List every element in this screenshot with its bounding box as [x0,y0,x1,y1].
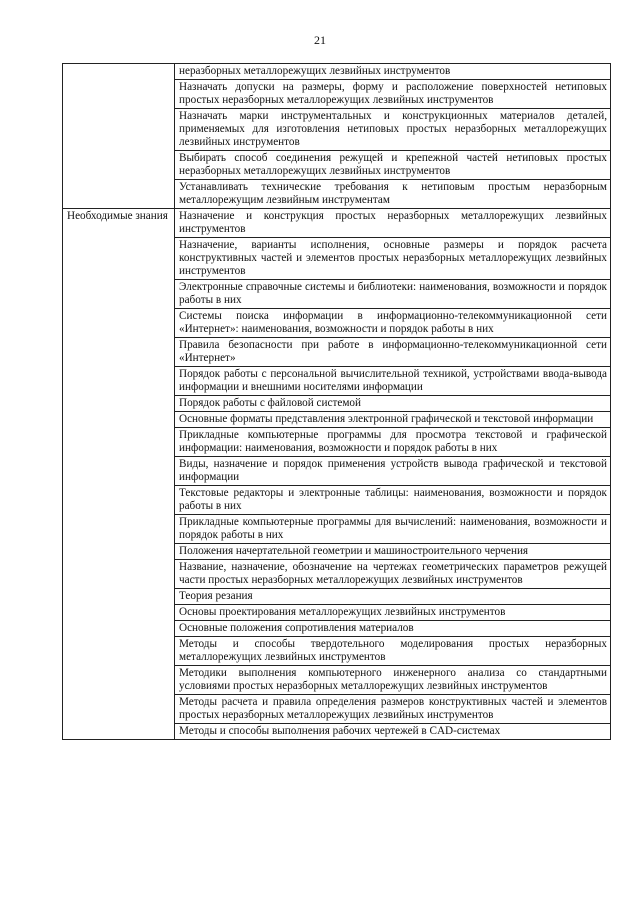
knowledge-cell: Назначение и конструкция простых неразборных металлорежущих лезвийных инструментов [175,209,611,238]
knowledge-cell: Название, назначение, обозначение на чертежах геометрических параметров режущей части простых неразборных металлорежущих лезвийных инструментов [175,560,611,589]
knowledge-cell: Текстовые редакторы и электронные таблицы: наименования, возможности и порядок работы в них [175,486,611,515]
knowledge-cell: Основные положения сопротивления материалов [175,621,611,637]
knowledge-cell: Методы расчета и правила определения размеров конструктивных частей и элементов простых неразборных металлорежущих лезвийных инструментов [175,695,611,724]
knowledge-cell: Методы и способы выполнения рабочих чертежей в CAD-системах [175,724,611,740]
skill-cell: Устанавливать технические требования к нетиповым простым неразборным металлорежущим лезвийным инструментам [175,180,611,209]
knowledge-label: Необходимые знания [63,209,175,740]
knowledge-cell: Правила безопасности при работе в информационно-телекоммуникационной сети «Интернет» [175,338,611,367]
skills-label-cell [63,64,175,209]
skill-cell: Выбирать способ соединения режущей и крепежной частей нетиповых простых неразборных металлорежущих лезвийных инструментов [175,151,611,180]
knowledge-cell: Методики выполнения компьютерного инженерного анализа со стандартными условиями простых неразборных металлорежущих лезвийных инструментов [175,666,611,695]
knowledge-cell: Виды, назначение и порядок применения устройств вывода графической и текстовой информации [175,457,611,486]
knowledge-cell: Прикладные компьютерные программы для вычислений: наименования, возможности и порядок работы в них [175,515,611,544]
knowledge-cell: Системы поиска информации в информационно-телекоммуникационной сети «Интернет»: наименования, возможности и порядок работы в них [175,309,611,338]
requirements-table [62,63,611,740]
table-row [63,209,611,238]
knowledge-cell: Порядок работы с файловой системой [175,396,611,412]
skill-cell: Назначать допуски на размеры, форму и расположение поверхностей нетиповых простых неразборных металлорежущих лезвийных инструментов [175,80,611,109]
knowledge-cell: Порядок работы с персональной вычислительной техникой, устройствами ввода-вывода информации и внешними носителями информации [175,367,611,396]
knowledge-cell: Назначение, варианты исполнения, основные размеры и порядок расчета конструктивных частей и элементов простых неразборных металлорежущих лезвийных инструментов [175,238,611,280]
knowledge-cell: Прикладные компьютерные программы для просмотра текстовой и графической информации: наименования, возможности и порядок работы в них [175,428,611,457]
knowledge-cell: Основные форматы представления электронной графической и текстовой информации [175,412,611,428]
skill-cell: неразборных металлорежущих лезвийных инструментов [175,64,611,80]
knowledge-cell: Положения начертательной геометрии и машиностроительного черчения [175,544,611,560]
knowledge-cell: Теория резания [175,589,611,605]
skill-cell: Назначать марки инструментальных и конструкционных материалов деталей, применяемых для изготовления нетиповых простых неразборных металлорежущих лезвийных инструментов [175,109,611,151]
table-row [63,64,611,80]
knowledge-cell: Основы проектирования металлорежущих лезвийных инструментов [175,605,611,621]
page-number: 21 [314,33,326,47]
knowledge-cell: Электронные справочные системы и библиотеки: наименования, возможности и порядок работы в них [175,280,611,309]
knowledge-cell: Методы и способы твердотельного моделирования простых неразборных металлорежущих лезвийных инструментов [175,637,611,666]
